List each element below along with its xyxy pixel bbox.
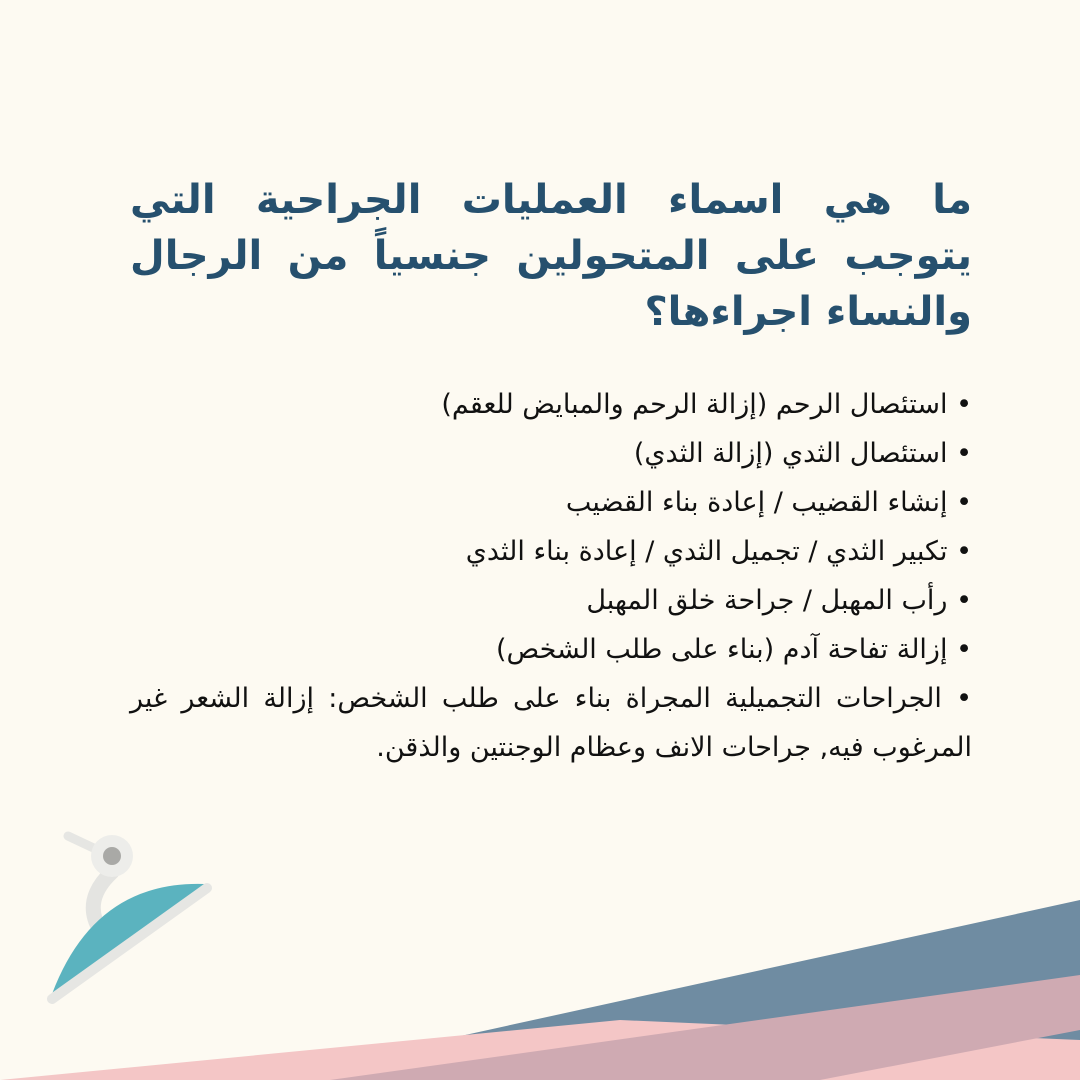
list-item-text: تكبير الثدي / تجميل الثدي / إعادة بناء الثدي xyxy=(465,536,948,567)
list-item-text: إزالة تفاحة آدم (بناء على طلب الشخص) xyxy=(495,634,948,665)
list-item-text: إنشاء القضيب / إعادة بناء القضيب xyxy=(565,487,948,518)
bullet: • xyxy=(956,683,972,714)
page-title: ما هي اسماء العمليات الجراحية التي يتوجب على المتحولين جنسياً من الرجال والنساء اجراءها؟ xyxy=(130,177,972,335)
list-item-text: رأب المهبل / جراحة خلق المهبل xyxy=(586,585,948,616)
surgical-lamp-icon xyxy=(52,835,207,999)
procedures-list xyxy=(130,380,972,772)
bullet: • xyxy=(956,585,972,616)
list-item-text: الجراحات التجميلية المجراة بناء على طلب الشخص: إزالة الشعر غير المرغوب فيه, جراحات الانف وعظام الوجنتين والذقن. xyxy=(130,683,972,763)
list-item-text: استئصال الثدي (إزالة الثدي) xyxy=(633,438,948,469)
bullet: • xyxy=(956,536,972,567)
list-item xyxy=(130,576,972,625)
bullet: • xyxy=(956,487,972,518)
list-item xyxy=(130,478,972,527)
list-item xyxy=(130,380,972,429)
list-item xyxy=(130,625,972,674)
list-item xyxy=(130,674,972,772)
bullet: • xyxy=(956,389,972,420)
band-slate xyxy=(260,900,1080,1080)
bullet: • xyxy=(956,634,972,665)
list-item xyxy=(130,527,972,576)
bullet: • xyxy=(956,438,972,469)
band-pink xyxy=(0,1020,1080,1080)
list-item xyxy=(130,429,972,478)
main-content xyxy=(130,172,972,772)
band-mauve xyxy=(330,975,1080,1080)
list-item-text: استئصال الرحم (إزالة الرحم والمبايض للعقم) xyxy=(441,389,948,420)
